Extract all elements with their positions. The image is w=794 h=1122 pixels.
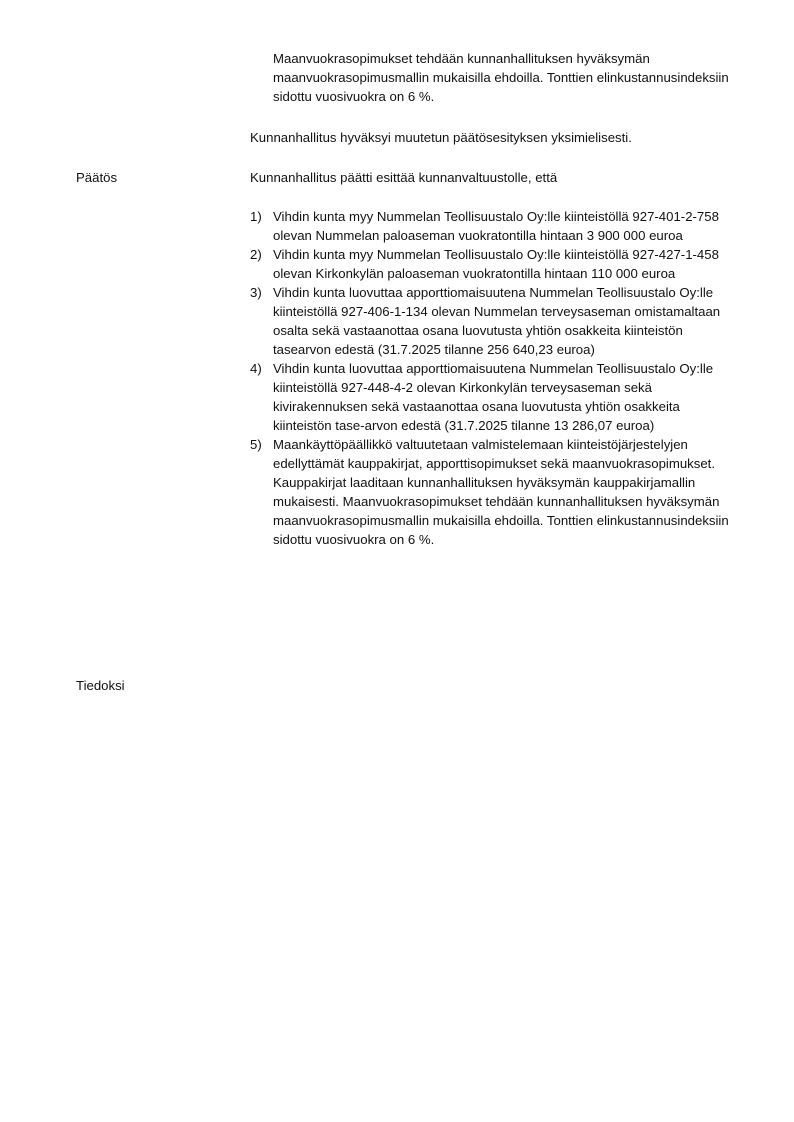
item-text: Vihdin kunta luovuttaa apporttiomaisuutena Nummelan Teollisuustalo Oy:lle kiinteistöllä 927-448-4-2 olevan Kirkonkylän terveysaseman sekä kivirakennuksen sekä vastaanottaa osana luovutusta yhtiön osakkeita kiinteistön tase-arvon edestä (31.7.2025 tilanne 13 286,07 euroa) <box>273 361 714 433</box>
decision-item <box>250 359 740 435</box>
item-number: 5) <box>250 437 262 452</box>
item-number: 4) <box>250 361 262 376</box>
top-paragraph: Maanvuokrasopimukset tehdään kunnanhallituksen hyväksymän maanvuokrasopimusmallin mukaisilla ehdoilla. Tonttien elinkustannusindeksiin sidottu vuosivuokra on 6 %. <box>273 51 729 104</box>
item-number: 3) <box>250 285 262 300</box>
decision-items <box>250 207 740 549</box>
item-text: Vihdin kunta myy Nummelan Teollisuustalo Oy:lle kiinteistöllä 927-401-2-758 olevan Nummelan paloaseman vuokratontilla hintaan 3 900 000 euroa <box>273 209 719 243</box>
item-number: 2) <box>250 247 262 262</box>
decision-label: Päätös <box>76 170 118 185</box>
approval-note: Kunnanhallitus hyväksyi muutetun päätösesityksen yksimielisesti. <box>250 130 632 145</box>
item-text: Vihdin kunta myy Nummelan Teollisuustalo Oy:lle kiinteistöllä 927-427-1-458 olevan Kirkonkylän paloaseman vuokratontilla hintaan 110 000 euroa <box>273 247 719 281</box>
info-label: Tiedoksi <box>76 678 125 693</box>
item-text: Maankäyttöpäällikkö valtuutetaan valmistelemaan kiinteistöjärjestelyjen edellyttämät kauppakirjat, apporttisopimukset sekä maanvuokrasopimukset. Kauppakirjat laaditaan kunnanhallituksen hyväksymän kauppakirjamallin mukaisesti. Maanvuokrasopimukset tehdään kunnanhallituksen hyväksymän maanvuokrasopimusmallin mukaisilla ehdoilla. Tonttien elinkustannusindeksiin sidottu vuosivuokra on 6 %. <box>273 437 729 547</box>
decision-item <box>250 435 740 549</box>
decision-intro: Kunnanhallitus päätti esittää kunnanvaltuustolle, että <box>250 170 558 185</box>
item-number: 1) <box>250 209 262 224</box>
item-text: Vihdin kunta luovuttaa apporttiomaisuutena Nummelan Teollisuustalo Oy:lle kiinteistöllä 927-406-1-134 olevan Nummelan terveysaseman omistamaltaan osalta sekä vastaanottaa osana luovutusta yhtiön osakkeita kiinteistön tasearvon edestä (31.7.2025 tilanne 256 640,23 euroa) <box>273 285 721 357</box>
decision-item <box>250 245 740 283</box>
decision-item <box>250 207 740 245</box>
decision-item <box>250 283 740 359</box>
